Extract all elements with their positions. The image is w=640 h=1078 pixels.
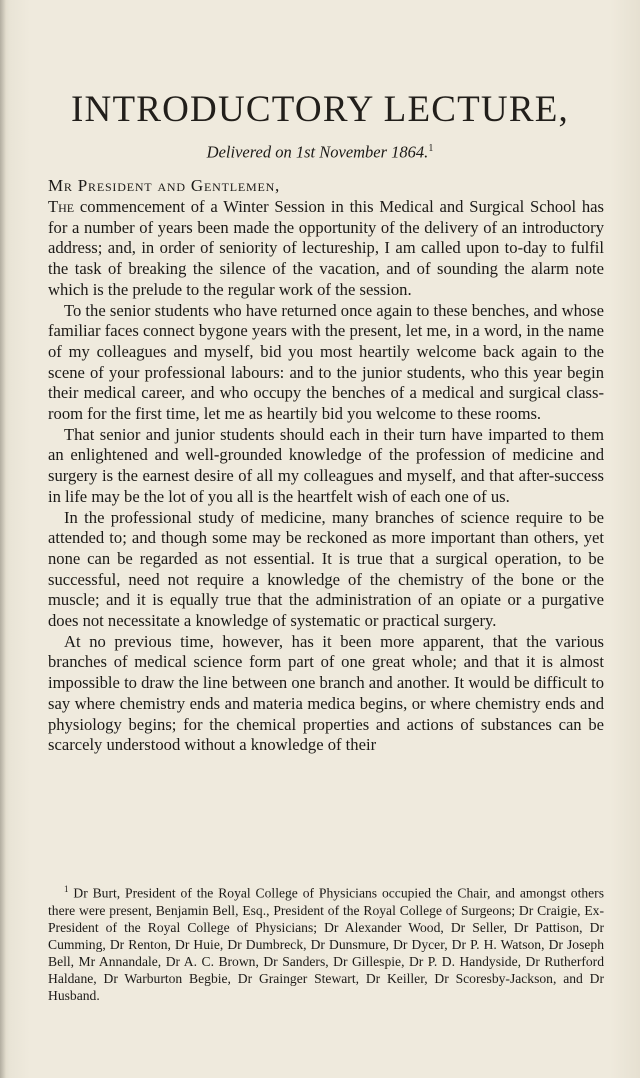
paragraph-opening-word: The [48,197,75,216]
paragraph-5: At no previous time, however, has it been more apparent, that the various branches of medical science form part of one great whole; and that it is almost impossible to draw the line between one branch and another. It would be difficult to say where chemistry ends and materia medica begins, or where chemistry ends and physiology begins; for the chemical properties and actions of substances can be scarcely understood without a knowledge of their [48,631,604,755]
subtitle [0,139,640,163]
subtitle-footnote-marker: 1 [428,143,434,154]
lecture-body [48,197,604,756]
page-title: INTRODUCTORY LECTURE, [71,89,569,130]
salutation: Mr President and Gentlemen, [48,176,281,195]
paragraph-2: To the senior students who have returned once again to these benches, and whose familiar faces connect bygone years with the present, let me, in a word, in the name of my colleagues and myself, bid you most heartily welcome back again to the scene of your professional labours: and to the junior students, who this year begin their medical career, and who occupy the benches of a medical and surgical class-room for the first time, let me as heartily bid you welcome to these rooms. [48,300,604,424]
paragraph-4: In the professional study of medicine, many branches of science require to be attended to; and though some may be reckoned as more important than others, yet none can be regarded as not essential. It is true that a surgical operation, to be successful, need not require a knowledge of the chemistry of the bone or the muscle; and it is equally true that the administration of an opiate or a purgative does not necessitate a knowledge of systematic or practical surgery. [48,507,604,631]
paragraph-3: That senior and junior students should each in their turn have imparted to them an enlightened and well-grounded knowledge of the profession of medicine and surgery is the earnest desire of all my colleagues and myself, and that after-success in life may be the lot of you all is the heartfelt wish of each one of us. [48,424,604,506]
subtitle-text: Delivered on 1st November 1864. [206,142,429,162]
footnote-marker: 1 [64,884,69,894]
paragraph-1 [48,197,604,301]
footnote [48,881,604,1004]
paragraph-text: commencement of a Winter Session in this Medical and Surgical School has for a number of years been made the opportunity of the delivery of an introductory address; and, in order of seniority of lectureship, I am called upon to-day to fulfil the task of breaking the silence of the vacation, and of sounding the alarm note which is the prelude to the regular work of the session. [48,197,604,299]
footnote-text: Dr Burt, President of the Royal College of Physicians occupied the Chair, and amongst others there were present, Benjamin Bell, Esq., President of the Royal College of Surgeons; Dr Craigie, Ex-President of the Royal College of Physicians; Dr Alexander Wood, Dr Seller, Dr Pattison, Dr Cumming, Dr Renton, Dr Huie, Dr Dumbreck, Dr Dunsmure, Dr Dycer, Dr P. H. Watson, Dr Joseph Bell, Mr Annandale, Dr A. C. Brown, Dr Sanders, Dr Gillespie, Dr P. D. Handyside, Dr Rutherford Haldane, Dr Warburton Begbie, Dr Grainger Stewart, Dr Keiller, Dr Scoresby-Jackson, and Dr Husband. [48,885,604,1003]
